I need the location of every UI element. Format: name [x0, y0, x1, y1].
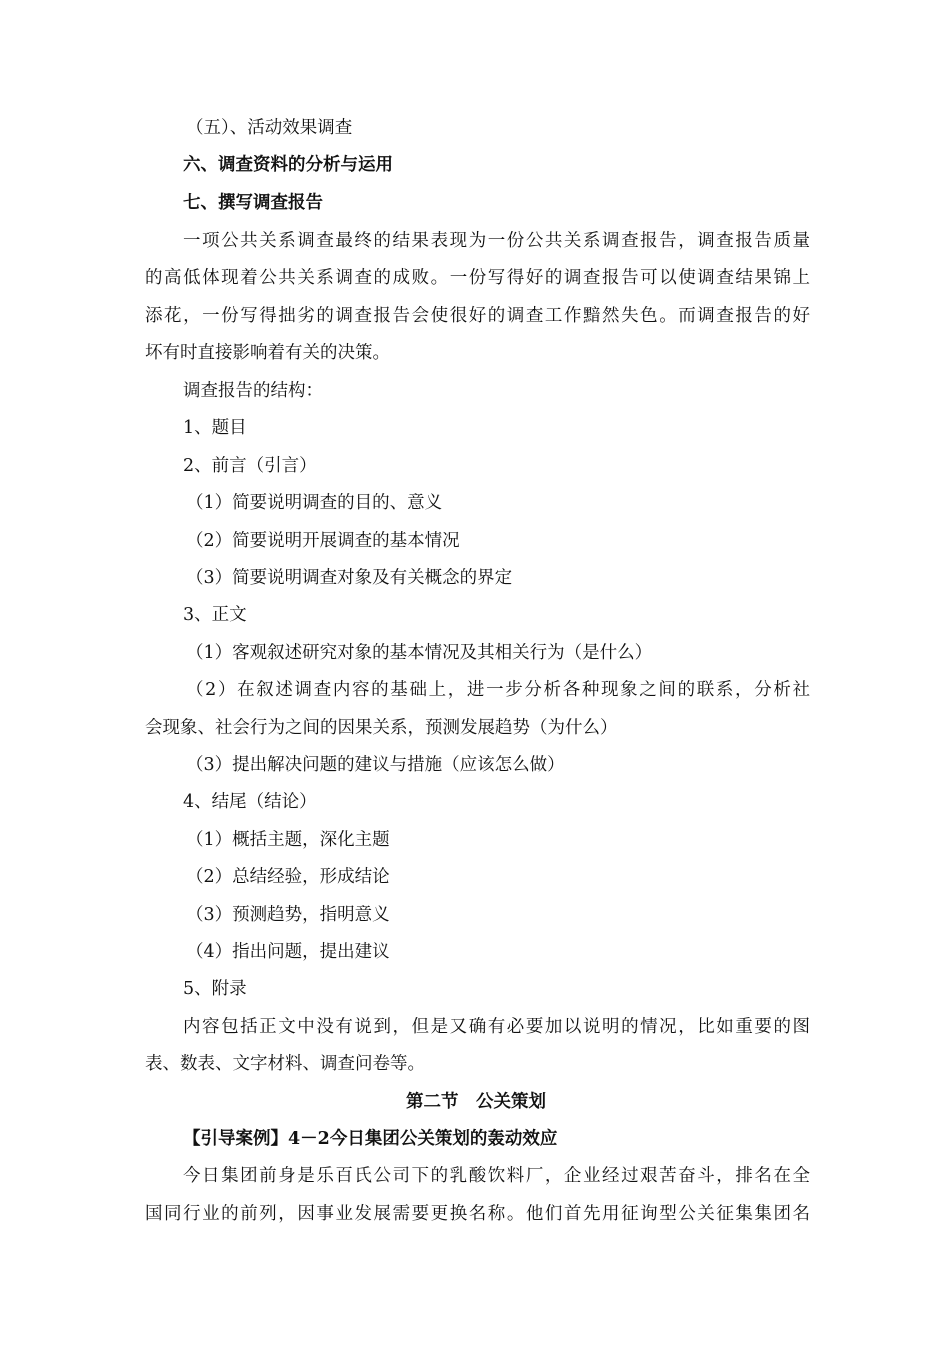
- structure-subitem: （4）指出问题，提出建议: [186, 942, 390, 962]
- structure-subitem: （1）简要说明调查的目的、意义: [186, 493, 443, 513]
- chapter-section-title: 第二节 公关策划: [406, 1092, 546, 1112]
- paragraph-line: 一项公共关系调查最终的结果表现为一份公共关系调查报告，调查报告质量: [183, 231, 810, 251]
- structure-item: 3、正文: [183, 605, 247, 625]
- structure-subitem: （2）总结经验，形成结论: [186, 867, 390, 887]
- structure-subitem: （1）客观叙述研究对象的基本情况及其相关行为（是什么）: [186, 643, 653, 663]
- structure-item: 2、前言（引言）: [183, 456, 317, 476]
- paragraph-line: 内容包括正文中没有说到，但是又确有必要加以说明的情况，比如重要的图: [183, 1017, 810, 1037]
- structure-subitem: （2）简要说明开展调查的基本情况: [186, 531, 460, 551]
- case-title: 【引导案例】4－2今日集团公关策划的轰动效应: [183, 1129, 558, 1149]
- section-heading-seven: 七、撰写调查报告: [183, 193, 323, 213]
- subsection-heading-five: （五）、活动效果调查: [186, 118, 353, 138]
- structure-subitem: （2）在叙述调查内容的基础上，进一步分析各种现象之间的联系，分析社: [186, 680, 810, 700]
- structure-subitem: （3）简要说明调查对象及有关概念的界定: [186, 568, 513, 588]
- section-heading-six: 六、调查资料的分析与运用: [183, 155, 393, 175]
- structure-item: 5、附录: [183, 979, 247, 999]
- paragraph-line: 国同行业的前列，因事业发展需要更换名称。他们首先用征询型公关征集集团名: [145, 1204, 810, 1224]
- structure-item: 1、题目: [183, 418, 247, 438]
- structure-item: 4、结尾（结论）: [183, 792, 317, 812]
- structure-subitem: （1）概括主题，深化主题: [186, 830, 390, 850]
- paragraph-line: 坏有时直接影响着有关的决策。: [145, 343, 390, 363]
- paragraph-line: 今日集团前身是乐百氏公司下的乳酸饮料厂，企业经过艰苦奋斗，排名在全: [183, 1166, 810, 1186]
- paragraph-line: 添花，一份写得拙劣的调查报告会使很好的调查工作黯然失色。而调查报告的好: [145, 306, 810, 326]
- structure-subitem: （3）预测趋势，指明意义: [186, 905, 390, 925]
- paragraph-line: 的高低体现着公共关系调查的成败。一份写得好的调查报告可以使调查结果锦上: [145, 268, 810, 288]
- paragraph-line: 表、数表、文字材料、调查问卷等。: [145, 1054, 425, 1074]
- structure-subitem-continued: 会现象、社会行为之间的因果关系，预测发展趋势（为什么）: [145, 718, 618, 738]
- structure-title: 调查报告的结构：: [183, 381, 323, 401]
- structure-subitem: （3）提出解决问题的建议与措施（应该怎么做）: [186, 755, 565, 775]
